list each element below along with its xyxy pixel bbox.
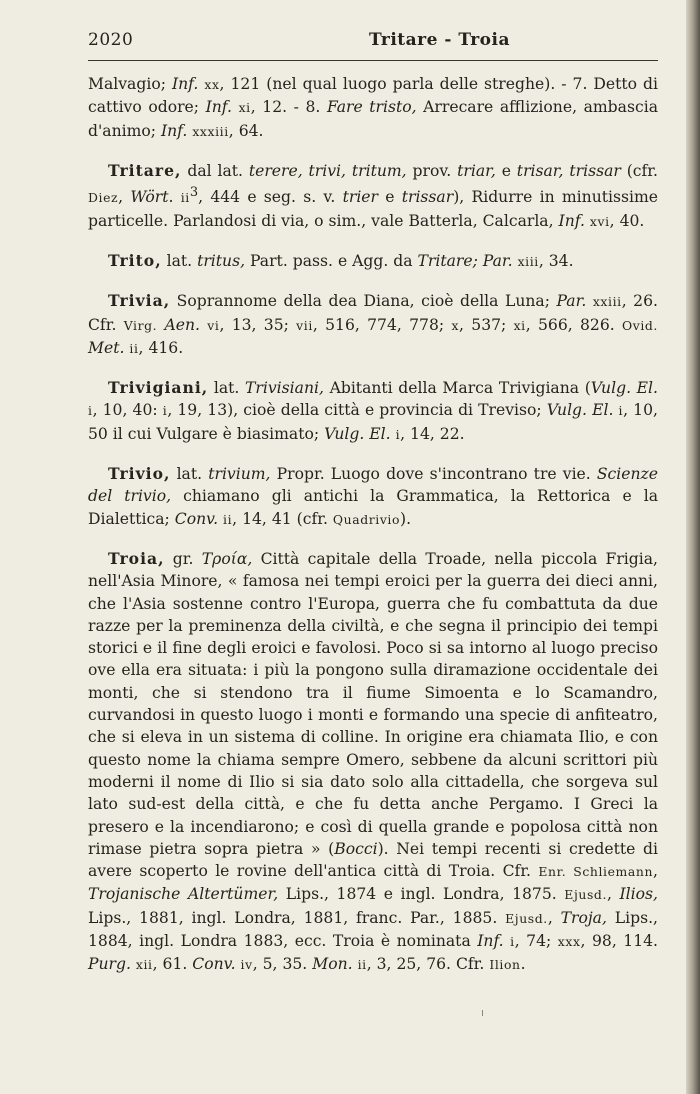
text-run: e bbox=[377, 188, 402, 207]
italic-text: Inf. bbox=[171, 75, 199, 93]
text-run: , 5, 35. bbox=[252, 955, 313, 974]
italic-text: Troja, bbox=[560, 908, 607, 927]
small-caps-text: i bbox=[510, 933, 515, 949]
text-run bbox=[173, 188, 180, 206]
text-run: , 19, 13), cioè della città e provincia di Treviso; bbox=[167, 401, 547, 420]
small-caps-text: vi bbox=[207, 317, 220, 333]
headword: Tritare, bbox=[108, 160, 182, 180]
small-caps-text: Ilion bbox=[489, 957, 521, 973]
text-run: , 444 e seg. s. v. bbox=[198, 188, 343, 207]
headword: Troia, bbox=[108, 548, 165, 568]
entry-trivio bbox=[88, 463, 658, 531]
text-run: , bbox=[547, 908, 561, 927]
small-caps-text: ii bbox=[129, 340, 139, 356]
italic-text: trisar, trissar bbox=[516, 161, 621, 180]
small-caps-text: Enr. Schliemann bbox=[538, 864, 654, 880]
text-run: , 12. - 8. bbox=[250, 98, 327, 117]
text-run: , 416. bbox=[138, 338, 184, 357]
italic-text: Τροία, bbox=[201, 549, 253, 568]
text-run: , 40. bbox=[609, 211, 645, 230]
text-run: . bbox=[520, 955, 526, 974]
text-run: prov. bbox=[406, 161, 458, 180]
small-caps-text: iv bbox=[240, 957, 253, 973]
text-run: Soprannome della dea Diana, cioè della Luna; bbox=[170, 292, 557, 311]
text-run: Part. pass. e Agg. da bbox=[245, 251, 418, 270]
small-caps-text: ii bbox=[357, 957, 367, 973]
text-run: , 10, 50 il cui Vulgare è biasimato; bbox=[88, 401, 658, 443]
text-run: , 121 (nel qual luogo parla delle streghe). - 7. Detto di cattivo odore; bbox=[88, 75, 658, 117]
text-run: Lips., 1881, ingl. Londra, 1881, franc. Par., 1885. bbox=[88, 908, 506, 927]
text-run: , 61. bbox=[152, 955, 193, 974]
italic-text: Conv. bbox=[192, 955, 236, 974]
text-run: , 34. bbox=[538, 251, 574, 270]
headword: Trivia, bbox=[108, 291, 171, 311]
italic-text: tritus, bbox=[197, 251, 246, 270]
text-run: , 14, 41 (cfr. bbox=[232, 509, 333, 528]
text-run: , 26. Cfr. bbox=[88, 292, 658, 334]
small-caps-text: xiii bbox=[517, 253, 539, 269]
italic-text: Inf. bbox=[205, 98, 232, 117]
italic-text: Inf. bbox=[558, 211, 585, 230]
text-run: , 64. bbox=[228, 121, 264, 140]
italic-text: Par. bbox=[556, 292, 587, 311]
text-run: , 14, 22. bbox=[400, 424, 465, 443]
entry-trivigiani bbox=[88, 377, 658, 446]
small-caps-text: xxiii bbox=[592, 294, 622, 310]
small-caps-text: Ejusd. bbox=[564, 887, 607, 903]
dictionary-page bbox=[88, 30, 658, 994]
small-caps-text: xi bbox=[513, 317, 526, 333]
italic-text: trissar bbox=[401, 188, 454, 207]
small-caps-text: i bbox=[88, 403, 93, 419]
text-run: lat. bbox=[170, 465, 209, 484]
text-run: ), Ridurre in minutissime particelle. Parlandosi di via, o sim., vale Batterla, Calcarla, bbox=[88, 188, 659, 230]
small-caps-text: Virg. bbox=[123, 317, 158, 333]
headword: Trivigiani, bbox=[108, 378, 209, 398]
text-run: dal lat. bbox=[181, 161, 249, 180]
small-caps-text: ii bbox=[223, 511, 233, 527]
text-run: Lips., 1874 e ingl. Londra, 1875. bbox=[278, 885, 565, 904]
text-run: ). Nei tempi recenti si credette di avere scoperto le rovine dell'antica città di Troia. Cfr. bbox=[88, 839, 659, 881]
italic-text: Scienze del trivio, bbox=[88, 465, 658, 506]
text-run: lat. bbox=[208, 379, 246, 398]
small-caps-text: ii bbox=[180, 190, 190, 206]
text-run: lat. bbox=[161, 251, 198, 270]
italic-text: Inf. bbox=[160, 121, 188, 140]
small-caps-text: Quadrivio bbox=[332, 511, 401, 527]
running-header bbox=[88, 30, 658, 56]
text-run: , 566, 826. bbox=[525, 315, 622, 334]
entry-troia bbox=[88, 548, 658, 977]
page-edge bbox=[686, 0, 700, 1094]
text-run: , bbox=[118, 188, 131, 207]
small-caps-text: xi bbox=[238, 100, 251, 116]
italic-text: Conv. bbox=[174, 509, 219, 528]
header-rule bbox=[88, 60, 658, 61]
text-run bbox=[232, 98, 239, 116]
text-run: , 516, 774, 778; bbox=[312, 315, 452, 334]
small-caps-text: i bbox=[618, 403, 624, 419]
italic-text: triar, bbox=[457, 161, 496, 180]
small-caps-text: xvi bbox=[589, 213, 610, 229]
text-run: e bbox=[495, 161, 517, 180]
headword: Trito, bbox=[108, 250, 162, 270]
small-caps-text: xxx bbox=[557, 933, 581, 949]
italic-text: Met. bbox=[88, 338, 125, 357]
italic-text: Wört. bbox=[130, 188, 174, 207]
small-caps-text: Diez bbox=[88, 190, 119, 206]
small-caps-text: x bbox=[451, 317, 460, 333]
small-caps-text: vii bbox=[296, 317, 313, 333]
printer-mark bbox=[482, 1010, 483, 1016]
italic-text: trier bbox=[342, 188, 378, 207]
entry-continuation bbox=[88, 73, 658, 143]
small-caps-text: xii bbox=[135, 957, 153, 973]
superscript: 3 bbox=[189, 185, 199, 201]
text-run: , bbox=[653, 862, 658, 881]
small-caps-text: i bbox=[395, 426, 401, 442]
text-run: Lips., 1884, ingl. Londra 1883, ecc. Troia è nominata bbox=[88, 908, 658, 950]
text-run: Abitanti della Marca Trivigiana ( bbox=[323, 379, 591, 398]
text-run: Propr. Luogo dove s'incontrano tre vie. bbox=[270, 465, 597, 484]
text-run: , 10, 40: bbox=[92, 401, 163, 420]
italic-text: Trojanische Altertümer, bbox=[88, 885, 279, 904]
text-run: , bbox=[607, 885, 620, 904]
text-run: Città capitale della Troade, nella piccola Frigia, nell'Asia Minore, « famosa nei tempi eroici per la guerra dei dieci anni, che l'Asia sostenne contro l'Europa, guerra che fu combattuta da due razze per la preminenza della civiltà, e che segna il principio dei tempi storici e il fine degli eroici e favolosi. Poco si sa intorno al luogo preciso ove ella era situata: i più la pongono sulla diramazione occidentale dei monti, che si stendono tra il fiume Simoenta e lo Scamandro, curvandosi in questo luogo i monti e formando una specie di anfiteatro, che si eleva in un sistema di colline. In origine era chiamata Ilio, e con questo nome la chiama sempre Omero, sebbene da alcuni scrittori più moderni il nome di Ilio si sia dato solo alla cittadella, che sorgeva sul lato sud-est della città, e che fu detta anche Pergamo. I Greci la presero e la incendiarono; e così di quella grande e popolosa città non rimase pietra sopra pietra » ( bbox=[88, 549, 658, 858]
italic-text: Vulg. El. bbox=[324, 424, 391, 443]
italic-text: Inf. bbox=[477, 931, 504, 950]
italic-text: trivium, bbox=[208, 465, 271, 484]
text-run: , 98, 114. bbox=[580, 931, 658, 950]
entry-trito bbox=[88, 250, 658, 273]
small-caps-text: xxxiii bbox=[192, 123, 229, 139]
small-caps-text: Ejusd. bbox=[505, 910, 548, 926]
italic-text: Mon. bbox=[312, 955, 353, 974]
italic-text: Vulg. El. bbox=[590, 379, 658, 398]
text-run: , 537; bbox=[459, 315, 514, 334]
page-number: 2020 bbox=[88, 30, 134, 50]
italic-text: Aen. bbox=[164, 315, 200, 334]
small-caps-text: Ovid. bbox=[621, 317, 658, 333]
headword: Trivio, bbox=[108, 464, 171, 484]
italic-text: Purg. bbox=[88, 955, 131, 974]
italic-text: Tritare; Par. bbox=[417, 251, 513, 270]
text-run: , 3, 25, 76. Cfr. bbox=[366, 955, 490, 974]
italic-text: Ilios, bbox=[619, 885, 658, 904]
entry-trivia bbox=[88, 290, 658, 360]
entry-tritare bbox=[88, 160, 658, 233]
text-run: ). bbox=[400, 509, 412, 528]
small-caps-text: i bbox=[162, 403, 168, 419]
text-run: Malvagio; bbox=[88, 75, 172, 93]
italic-text: Bocci bbox=[334, 839, 378, 858]
text-run: Arrecare afflizione, ambascia d'animo; bbox=[88, 98, 658, 140]
italic-text: Trivisiani, bbox=[245, 379, 324, 398]
text-run: , 74; bbox=[514, 931, 558, 950]
italic-text: Vulg. El. bbox=[546, 401, 614, 420]
running-title: Tritare - Troia bbox=[368, 30, 510, 50]
small-caps-text: xx bbox=[204, 77, 220, 92]
italic-text: terere, trivi, tritum, bbox=[248, 161, 407, 180]
text-run: , 13, 35; bbox=[219, 315, 297, 334]
text-run: (cfr. bbox=[620, 161, 658, 180]
text-run: chiamano gli antichi la Grammatica, la Rettorica e la Dialettica; bbox=[88, 487, 658, 528]
italic-text: Fare tristo, bbox=[326, 98, 417, 117]
text-run: gr. bbox=[164, 549, 202, 568]
